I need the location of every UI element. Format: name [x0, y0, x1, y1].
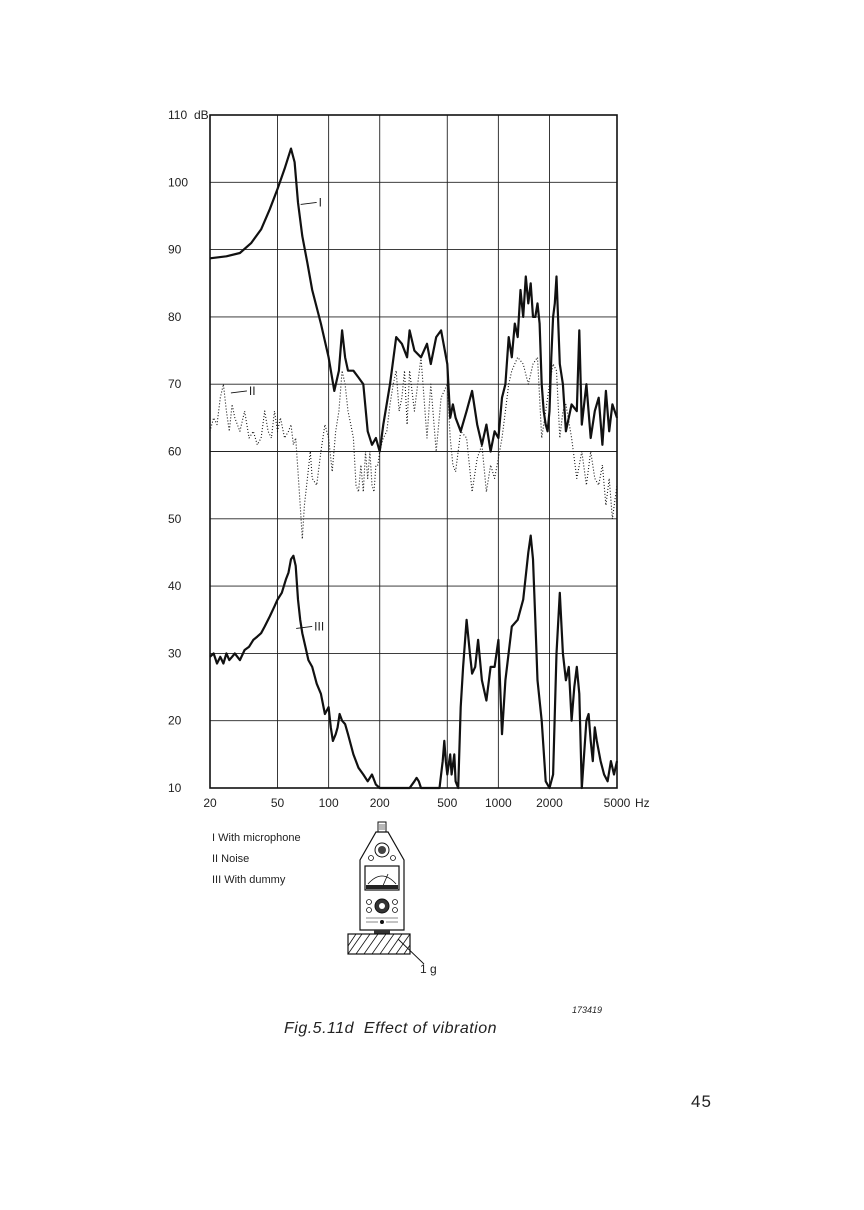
page-number: 45 — [691, 1092, 712, 1111]
x-axis-unit: Hz — [635, 796, 650, 810]
legend-item-with-microphone: I With microphone — [212, 832, 301, 844]
y-tick-label: 80 — [168, 309, 182, 324]
y-tick-label: 10 — [168, 781, 182, 795]
y-tick-label: 100 — [168, 175, 189, 190]
sound-level-meter-icon — [360, 822, 404, 934]
series-label-i: I — [318, 195, 322, 210]
y-axis-unit: dB — [194, 108, 209, 122]
series-line-iii — [210, 536, 617, 788]
x-tick-label: 1000 — [485, 796, 512, 810]
series-label-ii: II — [248, 383, 256, 398]
figure-caption: Fig.5.11d Effect of vibration — [284, 1020, 498, 1037]
x-tick-label: 20 — [203, 796, 217, 810]
series-line-i — [210, 149, 617, 452]
series-label-iii: III — [314, 619, 325, 634]
x-tick-label: 100 — [318, 796, 339, 810]
y-tick-label: 90 — [168, 242, 182, 257]
axis-tick-labels — [168, 108, 650, 810]
y-tick-label: 70 — [168, 377, 182, 392]
legend-item-noise: II Noise — [212, 853, 250, 865]
legend-item-with-dummy: III With dummy — [212, 874, 286, 886]
chart-series — [210, 149, 617, 788]
series-label-leader — [231, 391, 247, 393]
series-label-leader — [296, 626, 312, 628]
x-tick-label: 200 — [369, 796, 390, 810]
vibration-base-block — [348, 934, 410, 954]
sound-level-meter-illustration — [348, 822, 437, 976]
y-tick-label: 60 — [168, 444, 182, 459]
x-tick-label: 50 — [270, 796, 285, 810]
acceleration-label: 1 g — [420, 962, 437, 976]
y-tick-label: 40 — [168, 579, 182, 594]
y-tick-label: 30 — [168, 646, 182, 661]
figure-id: 173419 — [572, 1005, 603, 1015]
x-tick-label: 2000 — [536, 796, 563, 810]
x-tick-label: 5000 — [603, 796, 631, 810]
chart-legend — [212, 828, 301, 891]
x-tick-label: 500 — [437, 796, 458, 810]
y-tick-label: 20 — [168, 713, 182, 728]
series-label-leader — [301, 202, 317, 204]
y-tick-label: 50 — [168, 511, 182, 526]
y-tick-label: 110 — [168, 108, 188, 122]
